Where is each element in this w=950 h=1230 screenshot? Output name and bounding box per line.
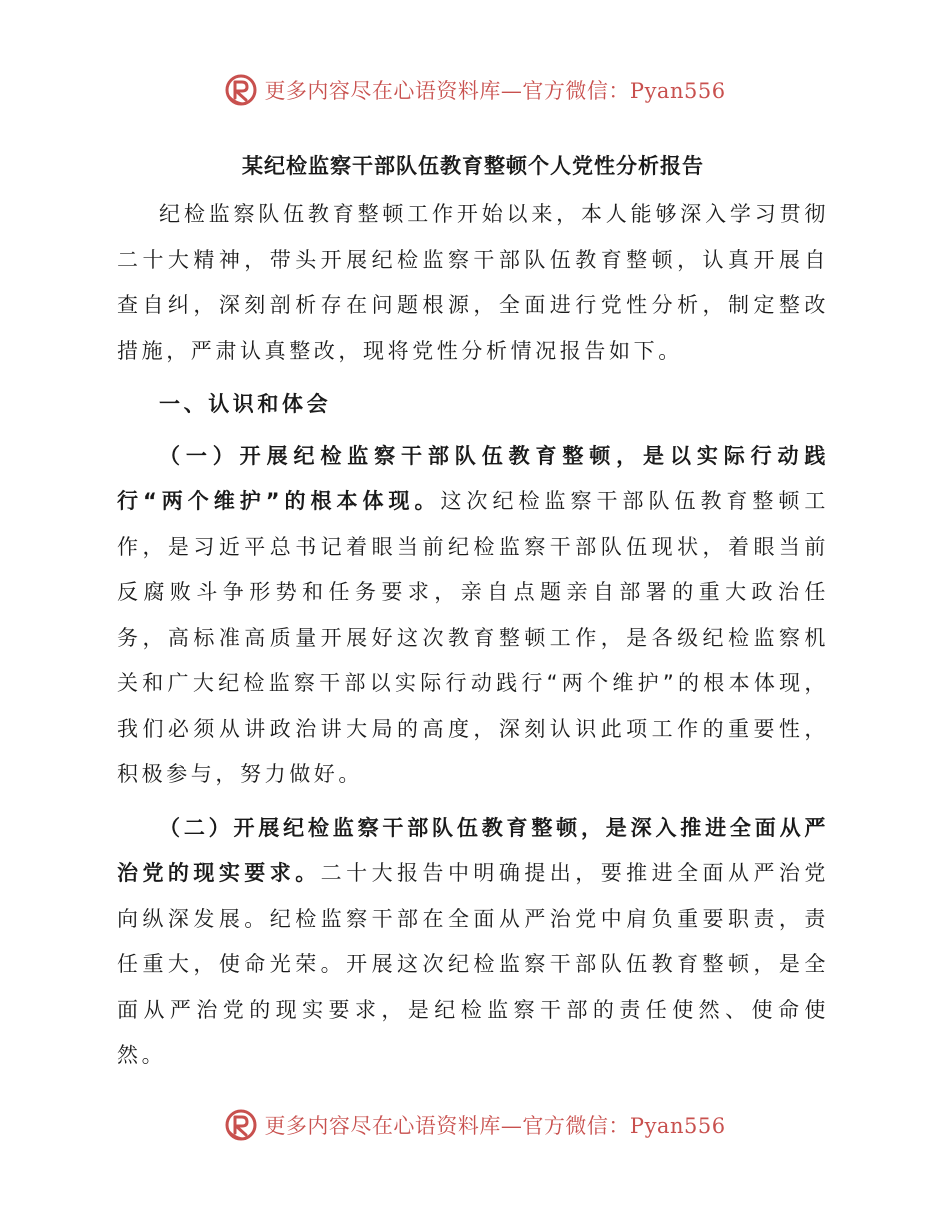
subsection-paragraph-2 [117,806,829,1079]
document-body [117,140,829,1079]
subsection-lead-1: （一）开展纪检监察干部队伍教育整顿，是以实际行动践行“两个维护”的根本体现。 [117,443,829,513]
stylized-r-logo-icon [224,1108,258,1142]
subsection-paragraph-1 [117,434,829,798]
document-title: 某纪检监察干部队伍教育整顿个人党性分析报告 [242,154,704,178]
footer-banner [0,1105,950,1145]
section-heading-1: 一、认识和体会 [159,392,332,416]
subsection-body-1: 这次纪检监察干部队伍教育整顿工作，是习近平总书记着眼当前纪检监察干部队伍现状，着眼当前反腐败斗争形势和任务要求，亲自点题亲自部署的重大政治任务，高标准高质量开展好这次教育整顿工作，是各级纪检监察机关和广大纪检监察干部以实际行动践行“两个维护”的根本体现，我们必须从讲政治讲大局的高度，深刻认识此项工作的重要性，积极参与，努力做好。 [117,489,830,786]
header-banner [0,70,950,110]
banner-text: 更多内容尽在心语资料库—官方微信：Pyan556 [264,1114,726,1138]
subsection-body-2: 二十大报告中明确提出，要推进全面从严治党向纵深发展。纪检监察干部在全面从严治党中肩负重要职责，责任重大，使命光荣。开展这次纪检监察干部队伍教育整顿，是全面从严治党的现实要求，是纪检监察干部的责任使然、使命使然。 [117,861,829,1067]
intro-paragraph: 纪检监察队伍教育整顿工作开始以来，本人能够深入学习贯彻二十大精神，带头开展纪检监察干部队伍教育整顿，认真开展自查自纠，深刻剖析存在问题根源，全面进行党性分析，制定整改措施，严肃认真整改，现将党性分析情况报告如下。 [117,202,829,363]
stylized-r-logo-icon [224,73,258,107]
subsection-lead-2: （二）开展纪检监察干部队伍教育整顿，是深入推进全面从严治党的现实要求。 [117,815,829,885]
banner-text: 更多内容尽在心语资料库—官方微信：Pyan556 [264,79,726,103]
